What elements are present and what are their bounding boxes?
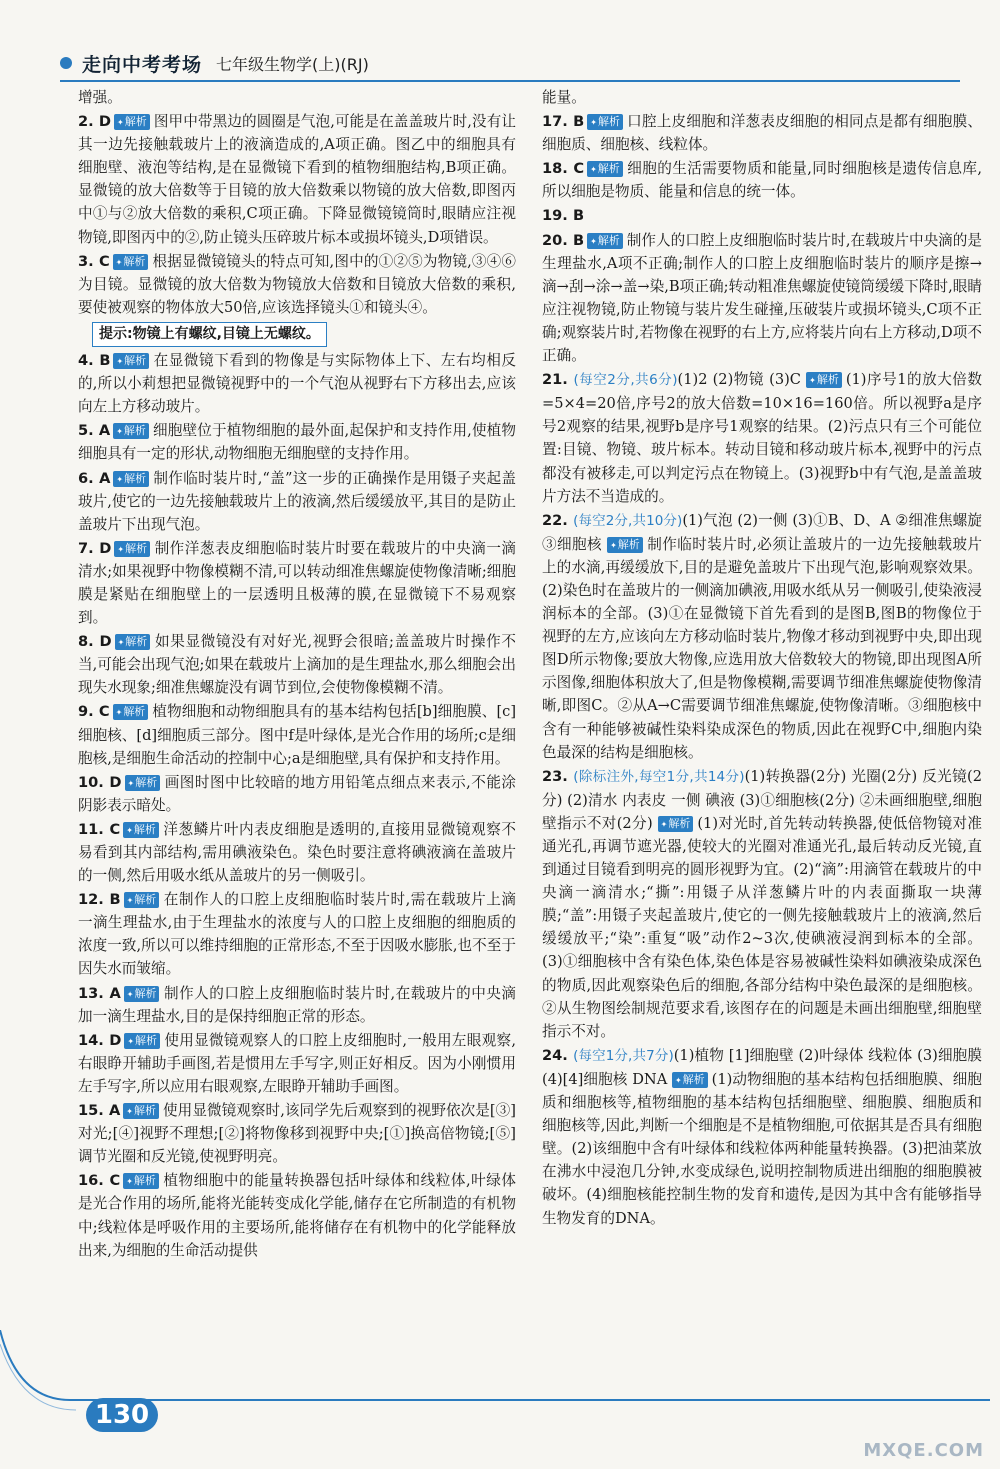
question-number: 8. (78, 633, 100, 651)
answer-entry (78, 818, 516, 887)
score-note: (每空2分,共6分) (573, 372, 678, 389)
answer-letter: D (99, 633, 112, 651)
answer-letter: A (98, 422, 111, 440)
answer-entry (542, 229, 982, 368)
question-number: 10. (78, 773, 110, 791)
answer-entry (542, 110, 982, 156)
explanation-tag: ✦ 解析 (114, 114, 150, 130)
answer-letter: B (99, 352, 111, 370)
answer-letter: D (99, 539, 112, 557)
explanation-tag: ✦ 解析 (124, 1033, 160, 1049)
explanation-tag: ✦ 解析 (587, 233, 623, 249)
explanation-tag: ✦ 解析 (123, 1103, 159, 1119)
question-number: 14. (78, 1031, 110, 1049)
hint-box: 提示:物镜上有螺纹,目镜上无螺纹。 (92, 322, 327, 347)
explanation-text: 在制作人的口腔上皮细胞临时装片时,需在载玻片上滴一滴生理盐水,由于生理盐水的浓度与人的口腔上皮细胞的细胞质的浓度一致,所以可以维持细胞的正常形态,不至于因吸水膨胀,也不至于因失水而皱缩。 (78, 891, 516, 978)
question-number: 21. (542, 371, 574, 389)
explanation-text: (1)对光时,首先转动转换器,使低倍物镜对准通光孔,再调节遮光器,使较大的光圈对准通光孔,最后转动反光镜,直到通过目镜看到明亮的圆形视野为宜。(2)“滴”:用滴管在载玻片的中央滴一滴清水;“撕”:用镊子从洋葱鳞片叶的内表面撕取一块薄膜;“盖”:用镊子夹起盖玻片,使它的一侧先接触载玻片上的液滴,然后缓缓放平;“染”:重复“吸”动作2~3次,使碘液浸润到标本的全部。(3)①细胞核中含有染色体,染色体是容易被碱性染料如碘液染成深色的物质,因此观察染色后的细胞,各部分结构中染色最深的是细胞核。②从生物图绘制规范要求看,该图存在的问题是未画出细胞壁,细胞壁指示不对。 (542, 814, 983, 1040)
explanation-tag: ✦ 解析 (806, 372, 842, 388)
score-note: (每空2分,共10分) (573, 512, 683, 529)
explanation-text: 制作人的口腔上皮细胞临时装片时,在载玻片中央滴的是生理盐水,A项不正确;制作人的口腔上皮细胞临时装片的顺序是擦→滴→刮→涂→盖→染,B项正确;转动粗准焦螺旋使镜筒缓缓下降时,眼睛应注视物镜,防止物镜与装片发生碰撞,压破装片或损坏镜头,C项不正确;观察装片时,若物像在视野的右上方,应将装片向右上方移动,D项不正确。 (542, 231, 982, 365)
explanation-text: 制作人的口腔上皮细胞临时装片时,在载玻片的中央滴加一滴生理盐水,目的是保持细胞正常的形态。 (78, 984, 516, 1025)
question-number: 13. (78, 984, 110, 1002)
explanation-text: 细胞壁位于植物细胞的最外面,起保护和支持作用,使植物细胞具有一定的形状,动物细胞无细胞壁的支持作用。 (78, 422, 517, 463)
answer-entry (542, 368, 982, 508)
answer-entry (78, 888, 516, 980)
question-number: 24. (542, 1046, 574, 1064)
explanation-text: 洋葱鳞片叶内表皮细胞是透明的,直接用显微镜观察不易看到其内部结构,需用碘液染色。染色时要注意将碘液滴在盖玻片的一侧,然后用吸水纸从盖玻片的另一侧吸引。 (78, 820, 516, 885)
explanation-tag: ✦ 解析 (113, 254, 149, 270)
explanation-tag: ✦ 解析 (123, 1173, 159, 1189)
explanation-tag: ✦ 解析 (658, 816, 694, 832)
question-number: 5. (78, 422, 99, 440)
answer-letter: C (98, 252, 110, 270)
book-title: 走向中考考场 (82, 53, 203, 76)
answer-entry (78, 982, 516, 1028)
answer-entry (542, 765, 982, 1043)
answer-letter: B (572, 207, 585, 225)
explanation-text: 能量。 (542, 89, 586, 106)
question-number: 3. (78, 252, 99, 270)
answer-entry (78, 349, 516, 418)
explanation-text: 口腔上皮细胞和洋葱表皮细胞的相同点是都有细胞膜、细胞质、细胞核、线粒体。 (542, 113, 982, 154)
answer-letter: A (99, 469, 111, 487)
score-note: (每空1分,共7分) (573, 1047, 674, 1064)
explanation-tag: ✦ 解析 (113, 423, 149, 439)
answer-entry (542, 509, 982, 764)
question-number: 6. (78, 469, 100, 487)
explanation-tag: ✦ 解析 (115, 634, 151, 650)
explanation-tag: ✦ 解析 (113, 704, 149, 720)
answer-entry (542, 157, 982, 203)
answer-entry (542, 86, 982, 109)
explanation-tag: ✦ 解析 (587, 114, 623, 130)
question-number: 2. (78, 113, 99, 131)
page-number: 130 (86, 1398, 158, 1432)
explanation-text: (1)序号1的放大倍数=5×4=20倍,序号2的放大倍数=10×16=160倍。所以视野a是序号2观察的结果,视野b是序号1观察的结果。(2)污点只有三个可能位置:目镜、物镜、玻片标本。转动目镜和移动玻片标本,视野中的污点都没有被移走,可以判定污点在物镜上。(3)视野b中有气泡,是盖盖玻片方法不当造成的。 (542, 371, 982, 505)
explanation-text: 在显微镜下看到的物像是与实际物体上下、左右均相反的,所以小莉想把显微镜视野中的一个气泡从视野右下方移出去,应该向左上方移动玻片。 (78, 352, 516, 416)
footer-decoration (0, 1330, 1000, 1469)
explanation-text: 细胞的生活需要物质和能量,同时细胞核是遗传信息库,所以细胞是物质、能量和信息的统一体。 (542, 160, 983, 201)
question-number: 17. (542, 113, 574, 131)
answer-entry (78, 1099, 516, 1168)
question-number: 7. (78, 539, 100, 557)
answer-entry (78, 419, 516, 465)
question-number: 16. (78, 1172, 110, 1190)
answer-letter: C (98, 703, 110, 721)
answer-letter: B (572, 231, 585, 249)
explanation-tag: ✦ 解析 (113, 353, 149, 369)
explanation-text: 图甲中带黑边的圆圈是气泡,可能是在盖盖玻片时,没有让其一边先接触载玻片上的液滴造成的,A项正确。图乙中的细胞具有细胞壁、液泡等结构,是在显微镜下看到的植物细胞结构,B项正确。显微镜的放大倍数等于目镜的放大倍数乘以物镜的放大倍数,即图丙中①与②放大倍数的乘积,C项正确。下降显微镜镜筒时,眼睛应注视物镜,即图丙中的②,防止镜头压碎玻片标本或损坏镜头,D项错误。 (78, 113, 517, 246)
explanation-text: (1)动物细胞的基本结构包括细胞膜、细胞质和细胞核等,植物细胞的基本结构包括细胞壁、细胞膜、细胞质和细胞核等,因此,判断一个细胞是不是植物细胞,可依据其是否具有细胞壁。(2)该细胞中含有叶绿体和线粒体两种能量转换器。(3)把油菜放在沸水中浸泡几分钟,水变成绿色,说明控制物质进出细胞的细胞膜被破坏。(4)细胞核能控制生物的发育和遗传,是因为其中含有能够指导生物发育的DNA。 (542, 1070, 982, 1227)
explanation-text: 增强。 (78, 89, 122, 106)
answer-entry (542, 1044, 982, 1230)
answer-key: (1)2 (2)物镜 (3)C (677, 371, 807, 389)
score-note: (除标注外,每空1分,共14分) (573, 768, 745, 785)
book-subtitle: 七年级生物学(上)(RJ) (216, 54, 369, 74)
explanation-text: 使用显微镜观察人的口腔上皮细胞时,一般用左眼观察,右眼睁开辅助手画图,若是惯用左手写字,则正好相反。因为小刚惯用左手写字,所以应用右眼观察,左眼睁开辅助手画图。 (78, 1031, 516, 1095)
explanation-text: 植物细胞和动物细胞具有的基本结构包括[b]细胞膜、[c]细胞核、[d]细胞质三部分。图中f是叶绿体,是光合作用的场所;c是细胞核,是细胞生命活动的控制中心;a是细胞壁,具有保护和支持作用。 (78, 703, 517, 767)
explanation-text: 画图时图中比较暗的地方用铅笔点细点来表示,不能涂阴影表示暗处。 (78, 773, 516, 814)
explanation-text: 植物细胞中的能量转换器包括叶绿体和线粒体,叶绿体是光合作用的场所,能将光能转变成化学能,储存在它所制造的有机物中;线粒体是呼吸作用的主要场所,能将储存在有机物中的化学能释放出来,为细胞的生命活动提供 (78, 1172, 516, 1259)
question-number: 12. (78, 891, 110, 909)
question-number: 20. (542, 231, 573, 249)
right-column (542, 86, 982, 1231)
explanation-text: 如果显微镜没有对好光,视野会很暗;盖盖玻片时操作不当,可能会出现气泡;如果在载玻片上滴加的是生理盐水,那么细胞会出现失水现象;细准焦螺旋没有调节到位,会使物像模糊不清。 (78, 633, 517, 697)
answer-entry (78, 537, 516, 629)
answer-entry (78, 771, 516, 817)
explanation-tag: ✦ 解析 (587, 161, 623, 177)
answer-key: (1)植物 [1]细胞壁 (2)叶绿体 线粒体 (3)细胞膜 (4)[4]细胞核 DNA (542, 1046, 982, 1088)
answer-entry (78, 1169, 516, 1261)
explanation-tag: ✦ 解析 (114, 541, 150, 557)
explanation-tag: ✦ 解析 (113, 471, 149, 487)
explanation-text: 制作临时装片时,“盖”这一步的正确操作是用镊子夹起盖玻片,使它的一边先接触载玻片上的液滴,然后缓缓放平,其目的是防止盖玻片下出现气泡。 (78, 469, 516, 533)
question-number: 15. (78, 1102, 109, 1120)
explanation-tag: ✦ 解析 (124, 892, 160, 908)
question-number: 11. (78, 820, 110, 838)
answer-letter: C (109, 1172, 121, 1190)
answer-letter: A (109, 984, 121, 1002)
left-column (78, 86, 516, 1263)
answer-letter: B (109, 891, 121, 909)
answer-entry (542, 204, 982, 227)
answer-key: (1)转换器(2分) 光圈(2分) 反光镜(2分) (2)清水 内表皮 一侧 碘液 (3)①细胞核(2分) ②未画细胞壁,细胞壁指示不对(2分) (542, 767, 983, 832)
answer-letter: D (98, 113, 112, 131)
answer-entry (78, 467, 516, 536)
question-number: 18. (542, 160, 574, 178)
answer-entry (78, 86, 516, 109)
question-number: 19. (542, 207, 573, 225)
answer-key: (1)气泡 (2)一侧 (3)①B、D、A ②细准焦螺旋 ③细胞核 (542, 511, 982, 553)
answer-letter: A (108, 1102, 121, 1120)
answer-letter: D (109, 1031, 122, 1049)
explanation-text: 制作临时装片时,必须让盖玻片的一边先接触载玻片上的水滴,再缓缓放下,目的是避免盖玻片下出现气泡,影响观察效果。(2)染色时在盖玻片的一侧滴加碘液,用吸水纸从另一侧吸引,使染液浸润标本的全部。(3)①在显微镜下首先看到的是图B,图B的物像位于视野的左方,应该向左方移动临时装片,物像才移动到视野中央,即出现图D所示物像;要放大物像,应选用放大倍数较大的物镜,即出现图A所示图像,细胞体积放大了,但是物像模糊,需要调节细准焦螺旋使物像清晰,即图C。②从A→C需要调节细准焦螺旋,使物像清晰。③细胞核中含有一种能够被碱性染料染成深色的物质,因此在视野C中,细胞内染色最深的结构是细胞核。 (542, 535, 982, 761)
answer-letter: D (109, 773, 122, 791)
explanation-text: 制作洋葱表皮细胞临时装片时要在载玻片的中央滴一滴清水;如果视野中物像模糊不清,可以转动细准焦螺旋使物像清晰;细胞膜是紧贴在细胞壁上的一层透明且极薄的膜,在显微镜下不易观察到。 (78, 539, 516, 627)
explanation-tag: ✦ 解析 (125, 775, 161, 791)
answer-entry (78, 110, 516, 249)
question-number: 4. (78, 352, 100, 370)
answer-letter: C (109, 820, 121, 838)
question-number: 9. (78, 703, 99, 721)
answer-entry (78, 630, 516, 699)
answer-letter: B (573, 113, 585, 131)
explanation-tag: ✦ 解析 (123, 822, 159, 838)
page-header (60, 46, 960, 82)
answer-entry (78, 250, 516, 319)
answer-entry (78, 1029, 516, 1098)
question-number: 22. (542, 511, 574, 529)
explanation-tag: ✦ 解析 (607, 537, 643, 553)
explanation-text: 使用显微镜观察时,该同学先后观察到的视野依次是[③]对光;[④]视野不理想;[②]将物像移到视野中央;[①]换高倍物镜;[⑤]调节光圈和反光镜,使视野明亮。 (78, 1102, 516, 1166)
answer-letter: C (573, 160, 585, 178)
question-number: 23. (542, 767, 574, 785)
header-dot-icon (60, 57, 72, 69)
answer-entry (78, 700, 516, 769)
explanation-tag: ✦ 解析 (672, 1072, 708, 1088)
explanation-tag: ✦ 解析 (124, 986, 160, 1002)
watermark: MXQE.COM (863, 1440, 984, 1461)
explanation-text: 根据显微镜镜头的特点可知,图中的①②⑤为物镜,③④⑥为目镜。显微镜的放大倍数为物镜放大倍数和目镜放大倍数的乘积,要使被观察的物体放大50倍,应该选择镜头①和镜头④。 (78, 252, 516, 316)
